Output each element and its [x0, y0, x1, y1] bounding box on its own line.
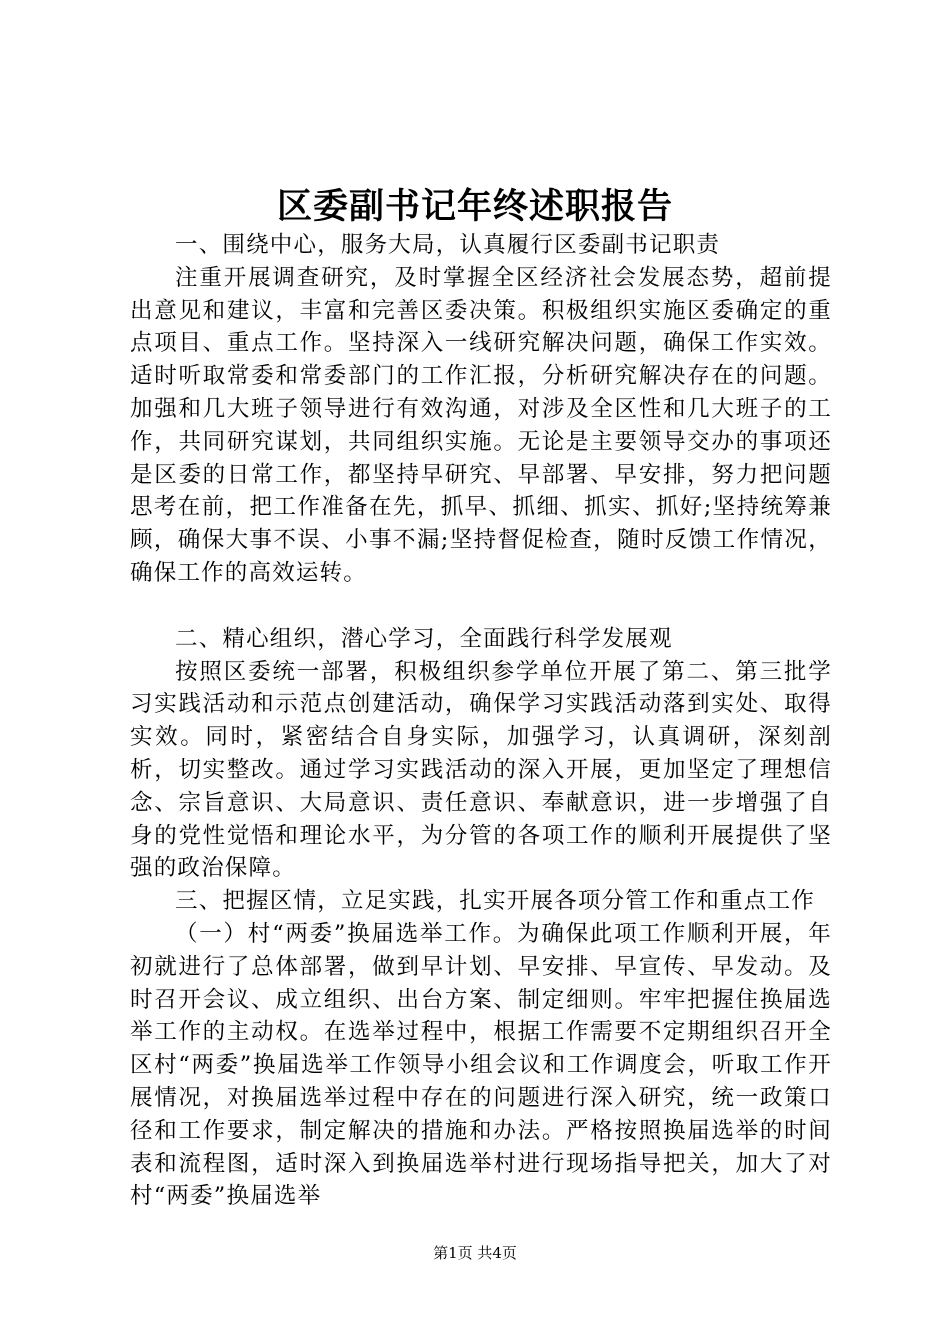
paragraph-3: （一）村“两委”换届选举工作。为确保此项工作顺利开展，年初就进行了总体部署，做到早计划、早安排、早宣传、早发动。及时召开会议、成立组织、出台方案、制定细则。牢牢把握住换届选举工作的主动权。在选举过程中，根据工作需要不定期组织召开全区村“两委”换届选举工作领导小组会议和工作调度会，听取工作开展情况，对换届选举过程中存在的问题进行深入研究，统一政策口径和工作要求，制定解决的措施和办法。严格按照换届选举的时间表和流程图，适时深入到换届选举村进行现场指导把关，加大了对村“两委”换届选举 [130, 920, 832, 1210]
paragraph-1: 注重开展调查研究，及时掌握全区经济社会发展态势，超前提出意见和建议，丰富和完善区委决策。积极组织实施区委确定的重点项目、重点工作。坚持深入一线研究解决问题，确保工作实效。适时听取常委和常委部门的工作汇报，分析研究解决存在的问题。加强和几大班子领导进行有效沟通，对涉及全区性和几大班子的工作，共同研究谋划，共同组织实施。无论是主要领导交办的事项还是区委的日常工作，都坚持早研究、早部署、早安排，努力把问题思考在前，把工作准备在先，抓早、抓细、抓实、抓好;坚持统筹兼顾，确保大事不误、小事不漏;坚持督促检查，随时反馈工作情况，确保工作的高效运转。 [130, 264, 832, 586]
paragraph-2: 按照区委统一部署，积极组织参学单位开展了第二、第三批学习实践活动和示范点创建活动，确保学习实践活动落到实处、取得实效。同时，紧密结合自身实际，加强学习，认真调研，深刻剖析，切实整改。通过学习实践活动的深入开展，更加坚定了理想信念、宗旨意识、大局意识、责任意识、奉献意识，进一步增强了自身的党性觉悟和理论水平，为分管的各项工作的顺利开展提供了坚强的政治保障。 [130, 658, 832, 882]
document-body [130, 229, 832, 1213]
page-footer: 第1页 共4页 [433, 1244, 517, 1262]
section-heading-2: 二、精心组织，潜心学习，全面践行科学发展观 [175, 625, 673, 652]
section-heading-1: 一、围绕中心，服务大局，认真履行区委副书记职责 [175, 232, 721, 258]
section-heading-3: 三、把握区情，立足实践，扎实开展各项分管工作和重点工作 [175, 888, 815, 915]
document-title: 区委副书记年终述职报告 [276, 187, 673, 227]
